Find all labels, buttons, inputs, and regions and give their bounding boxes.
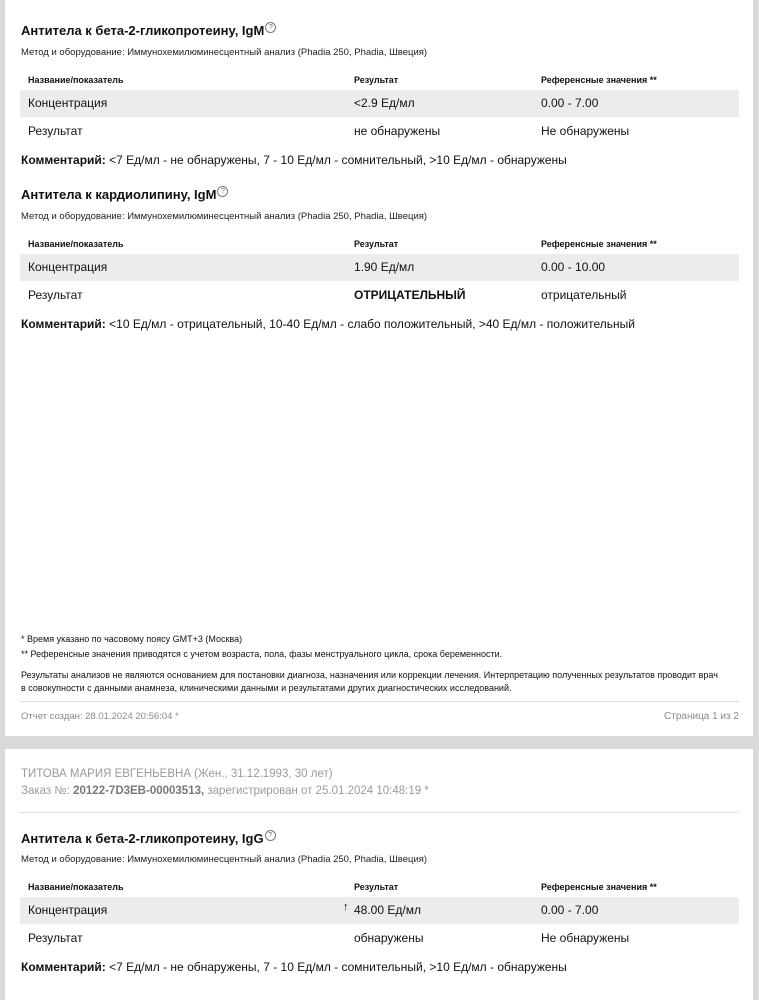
patient-info: ТИТОВА МАРИЯ ЕВГЕНЬЕВНА (Жен., 31.12.1993, 30 лет) [21, 768, 333, 780]
row-result [343, 897, 421, 924]
row-reference: 0.00 - 7.00 [541, 903, 599, 917]
divider [20, 701, 739, 702]
column-header-reference: Референсные значения ** [541, 239, 657, 249]
row-result: ОТРИЦАТЕЛЬНЫЙ [354, 288, 466, 302]
column-header-result: Результат [354, 75, 399, 85]
column-header-name: Название/показатель [28, 882, 124, 892]
row-result: 1.90 Ед/мл [354, 260, 415, 274]
section-title [21, 831, 276, 846]
comment-label: Комментарий: [21, 317, 106, 331]
row-reference: 0.00 - 10.00 [541, 260, 606, 274]
report-page-1 [5, 0, 753, 736]
comment [21, 317, 635, 331]
report-page-2 [5, 749, 753, 1000]
row-result: обнаружены [354, 931, 424, 945]
page-number: Страница 1 из 2 [664, 711, 739, 722]
column-header-name: Название/показатель [28, 239, 124, 249]
row-name: Концентрация [28, 903, 108, 917]
row-name: Концентрация [28, 260, 108, 274]
help-icon[interactable]: ? [265, 22, 276, 33]
footnote-reference: ** Референсные значения приводятся с учетом возраста, пола, фазы менструального цикла, срока беременности. [21, 649, 503, 659]
row-name: Результат [28, 288, 83, 302]
section-title-text: Антитела к бета-2-гликопротеину, IgM [21, 23, 265, 38]
section-title [21, 23, 276, 38]
row-reference: 0.00 - 7.00 [541, 96, 599, 110]
row-reference: отрицательный [541, 288, 627, 302]
comment-label: Комментарий: [21, 153, 106, 167]
help-icon[interactable]: ? [217, 186, 228, 197]
method-text: Метод и оборудование: Иммунохемилюминесцентный анализ (Phadia 250, Phadia, Швеция) [21, 211, 428, 222]
row-reference: Не обнаружены [541, 124, 630, 138]
column-header-result: Результат [354, 882, 399, 892]
table-row [20, 282, 739, 309]
table-row [20, 925, 739, 952]
order-number: 20122-7D3EB-00003513, [73, 785, 205, 797]
comment-text: <7 Ед/мл - не обнаружены, 7 - 10 Ед/мл - сомнительный, >10 Ед/мл - обнаружены [109, 153, 567, 167]
table-row [20, 90, 739, 117]
row-result: не обнаружены [354, 124, 441, 138]
row-name: Результат [28, 124, 83, 138]
comment-text: <10 Ед/мл - отрицательный, 10-40 Ед/мл - слабо положительный, >40 Ед/мл - положительный [109, 317, 635, 331]
table-row [20, 254, 739, 281]
section-title-text: Антитела к кардиолипину, IgM [21, 187, 217, 202]
section-title-text: Антитела к бета-2-гликопротеину, IgG [21, 831, 264, 846]
row-result: <2.9 Ед/мл [354, 96, 415, 110]
report-created: Отчет создан: 28.01.2024 20:56:04 * [21, 711, 179, 722]
comment [21, 153, 567, 167]
column-header-reference: Референсные значения ** [541, 882, 657, 892]
order-registered: зарегистрирован от 25.01.2024 10:48:19 * [207, 785, 429, 797]
order-info [21, 785, 429, 797]
column-header-reference: Референсные значения ** [541, 75, 657, 85]
column-header-result: Результат [354, 239, 399, 249]
row-name: Концентрация [28, 96, 108, 110]
section-title [21, 187, 228, 202]
disclaimer-line-1: Результаты анализов не являются основанием для постановки диагноза, назначения или коррекции лечения. Интерпретацию полученных результатов проводит врач [21, 670, 718, 680]
column-header-name: Название/показатель [28, 75, 124, 85]
disclaimer-line-2: в совокупности с данными анамнеза, клиническими данными и результатами других диагностических исследований. [21, 683, 512, 693]
footnote-timezone: * Время указано по часовому поясу GMT+3 (Москва) [21, 634, 243, 644]
divider [20, 812, 739, 813]
comment-text: <7 Ед/мл - не обнаружены, 7 - 10 Ед/мл - сомнительный, >10 Ед/мл - обнаружены [109, 960, 567, 974]
table-row [20, 897, 739, 924]
method-text: Метод и оборудование: Иммунохемилюминесцентный анализ (Phadia 250, Phadia, Швеция) [21, 854, 428, 865]
row-reference: Не обнаружены [541, 931, 630, 945]
order-label: Заказ №: [21, 785, 70, 797]
table-row [20, 118, 739, 145]
comment-label: Комментарий: [21, 960, 106, 974]
comment [21, 960, 567, 974]
row-result-value: 48.00 Ед/мл [354, 903, 421, 917]
help-icon[interactable]: ? [265, 830, 276, 841]
method-text: Метод и оборудование: Иммунохемилюминесцентный анализ (Phadia 250, Phadia, Швеция) [21, 47, 428, 58]
arrow-up-icon: ↑ [343, 901, 349, 913]
row-name: Результат [28, 931, 83, 945]
